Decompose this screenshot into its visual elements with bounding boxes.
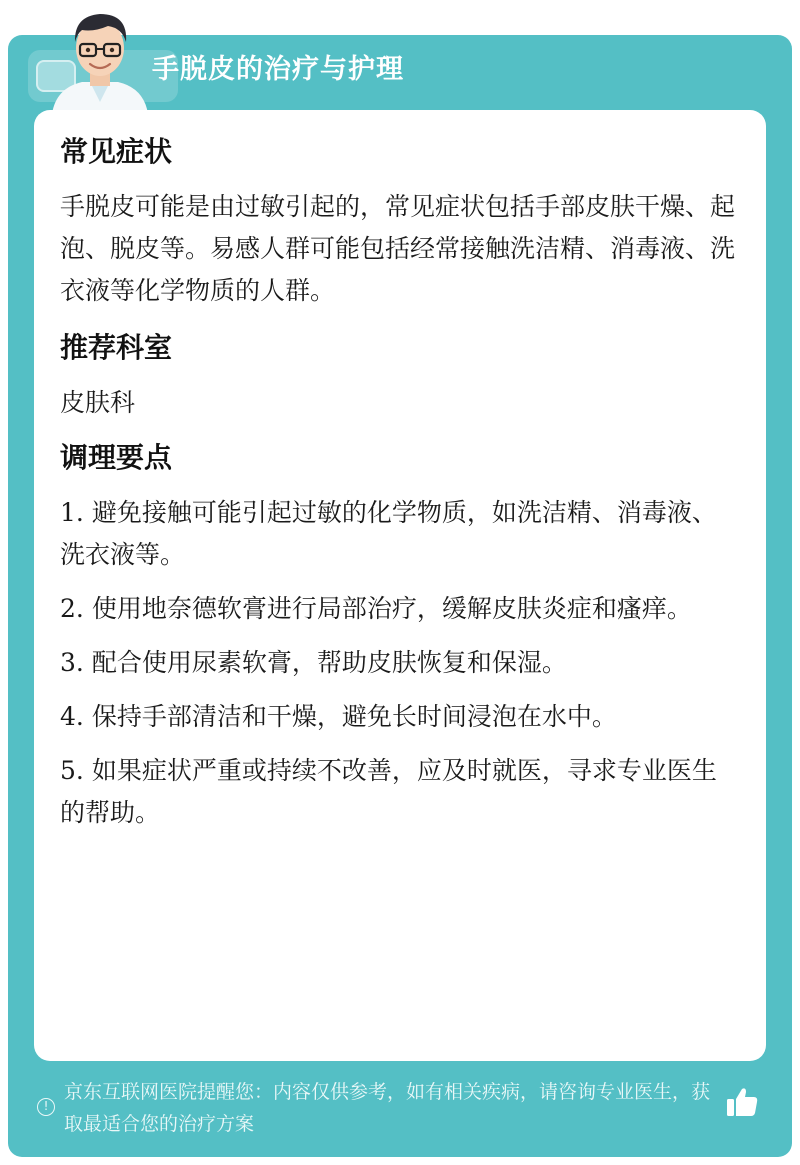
list-item-text: 使用地奈德软膏进行局部治疗，缓解皮肤炎症和瘙痒。 [91, 594, 692, 623]
page-title: 手脱皮的治疗与护理 [152, 54, 404, 85]
department-text: 皮肤科 [60, 388, 136, 417]
care-heading: 调理要点 [60, 441, 173, 474]
department-heading: 推荐科室 [60, 331, 173, 364]
list-item [60, 588, 740, 630]
list-item-text: 避免接触可能引起过敏的化学物质，如洗洁精、消毒液、洗衣液等。 [60, 498, 717, 569]
list-item-text: 配合使用尿素软膏，帮助皮肤恢复和保湿。 [91, 648, 567, 677]
list-item [60, 492, 740, 576]
content-card [34, 110, 766, 1061]
list-item-number: 5. [60, 756, 84, 785]
doctor-avatar-icon [42, 6, 158, 114]
symptoms-text: 手脱皮可能是由过敏引起的，常见症状包括手部皮肤干燥、起泡、脱皮等。易感人群可能包括经常接触洗洁精、消毒液、洗衣液等化学物质的人群。 [60, 192, 736, 305]
list-item-number: 4. [60, 702, 84, 731]
list-item [60, 642, 740, 684]
list-item [60, 696, 740, 738]
list-item-text: 保持手部清洁和干燥，避免长时间浸泡在水中。 [91, 702, 617, 731]
thumbs-up-icon[interactable] [724, 1084, 760, 1120]
list-item-number: 1. [60, 498, 84, 527]
list-item-text: 如果症状严重或持续不改善，应及时就医，寻求专业医生的帮助。 [60, 756, 717, 827]
list-item-number: 2. [60, 594, 84, 623]
footer-notice: 京东互联网医院提醒您：内容仅供参考，如有相关疾病，请咨询专业医生，获取最适合您的治疗方案 [64, 1081, 711, 1135]
info-icon: ! [37, 1098, 55, 1116]
list-item [60, 750, 740, 834]
list-item-number: 3. [60, 648, 84, 677]
symptoms-heading: 常见症状 [60, 135, 173, 168]
care-list [60, 492, 740, 834]
